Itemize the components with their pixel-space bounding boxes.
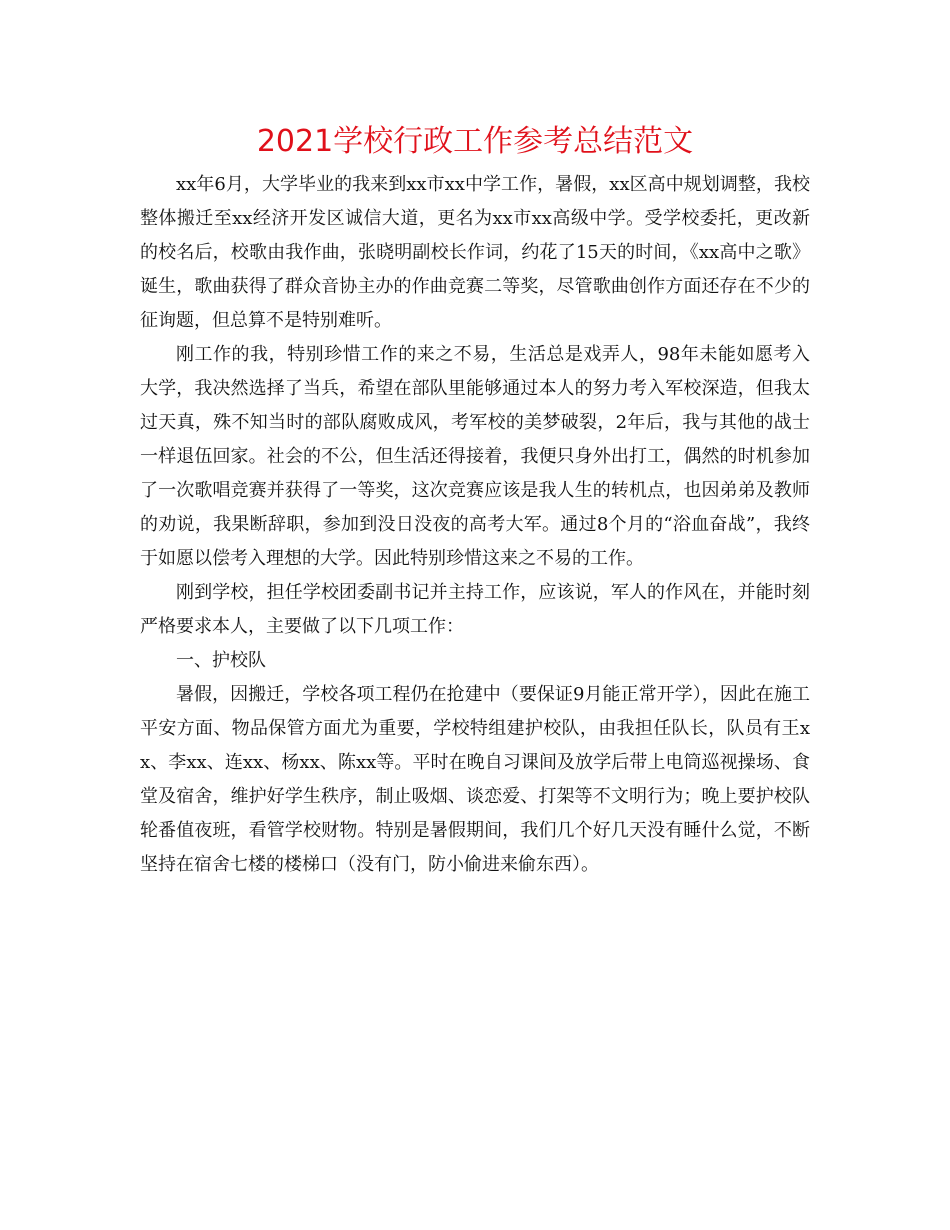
paragraph-2: 刚工作的我，特别珍惜工作的来之不易，生活总是戏弄人，98年未能如愿考入大学，我决然选择了当兵，希望在部队里能够通过本人的努力考入军校深造，但我太过天真，殊不知当时的部队腐败成风，考军校的美梦破裂，2年后，我与其他的战士一样退伍回家。社会的不公，但生活还得接着，我便只身外出打工，偶然的时机参加了一次歌唱竞赛并获得了一等奖，这次竞赛应该是我人生的转机点，也因弟弟及教师的劝说，我果断辞职，参加到没日没夜的高考大军。通过8个月的“浴血奋战”，我终于如愿以偿考入理想的大学。因此特别珍惜这来之不易的工作。 xyxy=(140,344,810,569)
paragraph-1: xx年6月，大学毕业的我来到xx市xx中学工作，暑假，xx区高中规划调整，我校整体搬迁至xx经济开发区诚信大道，更名为xx市xx高级中学。受学校委托，更改新的校名后，校歌由我作曲，张晓明副校长作词，约花了15天的时间，《xx高中之歌》诞生，歌曲获得了群众音协主办的作曲竞赛二等奖，尽管歌曲创作方面还存在不少的征询题，但总算不是特别难听。 xyxy=(140,174,810,331)
section-heading: 一、护校队 xyxy=(176,650,266,671)
section-paragraph: 暑假，因搬迁，学校各项工程仍在抢建中（要保证9月能正常开学），因此在施工平安方面、物品保管方面尤为重要，学校特组建护校队，由我担任队长，队员有王xx、李xx、连xx、杨xx、陈xx等。平时在晚自习课间及放学后带上电筒巡视操场、食堂及宿舍，维护好学生秩序，制止吸烟、谈恋爱、打架等不文明行为；晚上要护校队轮番值夜班，看管学校财物。特别是暑假期间，我们几个好几天没有睡什么觉，不断坚持在宿舍七楼的楼梯口（没有门，防小偷进来偷东西）。 xyxy=(140,684,810,875)
document-title: 2021学校行政工作参考总结范文 xyxy=(256,124,694,159)
document-body xyxy=(140,168,810,882)
paragraph-3: 刚到学校，担任学校团委副书记并主持工作，应该说，军人的作风在，并能时刻严格要求本人，主要做了以下几项工作： xyxy=(140,582,810,637)
